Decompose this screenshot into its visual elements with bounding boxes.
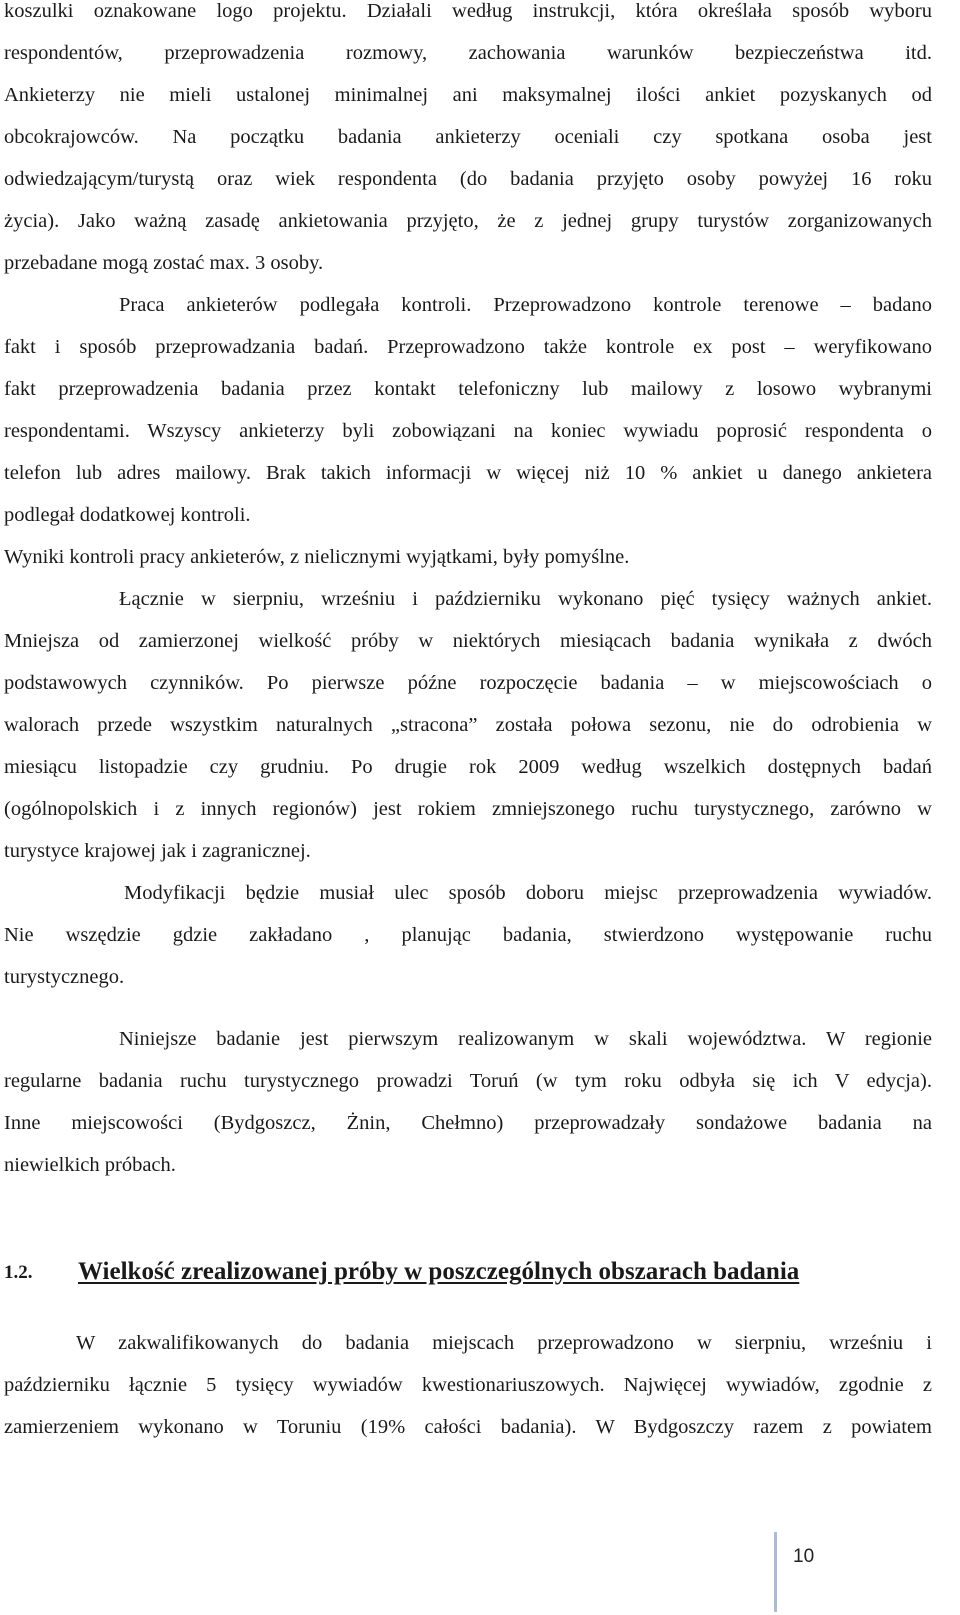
text-line: respondentami. Wszyscy ankieterzy byli zobowiązani na koniec wywiadu poprosić respondenta o: [4, 420, 932, 442]
text-line: respondentów, przeprowadzenia rozmowy, zachowania warunków bezpieczeństwa itd.: [4, 42, 932, 64]
page-number: 10: [793, 1546, 815, 1567]
text-line: październiku łącznie 5 tysięcy wywiadów kwestionariuszowych. Najwięcej wywiadów, zgodnie z: [4, 1374, 932, 1396]
text-line: życia). Jako ważną zasadę ankietowania przyjęto, że z jednej grupy turystów zorganizowanych: [4, 210, 932, 232]
text-line: (ogólnopolskich i z innych regionów) jest rokiem zmniejszonego ruchu turystycznego, zarówno w: [4, 798, 932, 820]
text-line: Mniejsza od zamierzonej wielkość próby w niektórych miesiącach badania wynikała z dwóch: [4, 630, 932, 652]
text-line: Inne miejscowości (Bydgoszcz, Żnin, Chełmno) przeprowadzały sondażowe badania na: [4, 1112, 932, 1134]
text-line: niewielkich próbach.: [4, 1154, 176, 1176]
page-number-box: [774, 1532, 837, 1612]
text-line: zamierzeniem wykonano w Toruniu (19% całości badania). W Bydgoszczy razem z powiatem: [4, 1416, 932, 1438]
text-line: podlegał dodatkowej kontroli.: [4, 504, 251, 526]
text-line: koszulki oznakowane logo projektu. Działali według instrukcji, która określała sposób wyboru: [4, 0, 932, 22]
text-line: Praca ankieterów podlegała kontroli. Przeprowadzono kontrole terenowe – badano: [119, 294, 932, 316]
text-line: walorach przede wszystkim naturalnych „stracona” została połowa sezonu, nie do odrobienia w: [4, 714, 932, 736]
section-number: 1.2.: [4, 1262, 33, 1283]
text-line: Nie wszędzie gdzie zakładano , planując badania, stwierdzono występowanie ruchu: [4, 924, 932, 946]
text-line: Modyfikacji będzie musiał ulec sposób doboru miejsc przeprowadzenia wywiadów.: [124, 882, 932, 904]
text-line: odwiedzającym/turystą oraz wiek respondenta (do badania przyjęto osoby powyżej 16 roku: [4, 168, 932, 190]
text-line: telefon lub adres mailowy. Brak takich informacji w więcej niż 10 % ankiet u danego ankietera: [4, 462, 932, 484]
text-line: fakt przeprowadzenia badania przez kontakt telefoniczny lub mailowy z losowo wybranymi: [4, 378, 932, 400]
text-line: Niniejsze badanie jest pierwszym realizowanym w skali województwa. W regionie: [119, 1028, 932, 1050]
text-line: turystyce krajowej jak i zagranicznej.: [4, 840, 311, 862]
text-line: miesiącu listopadzie czy grudniu. Po drugie rok 2009 według wszelkich dostępnych badań: [4, 756, 932, 778]
text-line: Łącznie w sierpniu, wrześniu i październiku wykonano pięć tysięcy ważnych ankiet.: [119, 588, 932, 610]
section-title: Wielkość zrealizowanej próby w poszczególnych obszarach badania: [78, 1258, 800, 1285]
text-line: turystycznego.: [4, 966, 125, 988]
text-line: fakt i sposób przeprowadzania badań. Przeprowadzono także kontrole ex post – weryfikowano: [4, 336, 932, 358]
text-line: podstawowych czynników. Po pierwsze późne rozpoczęcie badania – w miejscowościach o: [4, 672, 932, 694]
text-line: obcokrajowców. Na początku badania ankieterzy oceniali czy spotkana osoba jest: [4, 126, 932, 148]
text-line: W zakwalifikowanych do badania miejscach przeprowadzono w sierpniu, wrześniu i: [76, 1332, 932, 1354]
section-heading: [4, 1258, 932, 1294]
text-line: przebadane mogą zostać max. 3 osoby.: [4, 252, 324, 274]
text-line: Wyniki kontroli pracy ankieterów, z nielicznymi wyjątkami, były pomyślne.: [4, 546, 630, 568]
text-line: Ankieterzy nie mieli ustalonej minimalnej ani maksymalnej ilości ankiet pozyskanych od: [4, 84, 932, 106]
text-line: regularne badania ruchu turystycznego prowadzi Toruń (w tym roku odbyła się ich V edycja).: [4, 1070, 932, 1092]
